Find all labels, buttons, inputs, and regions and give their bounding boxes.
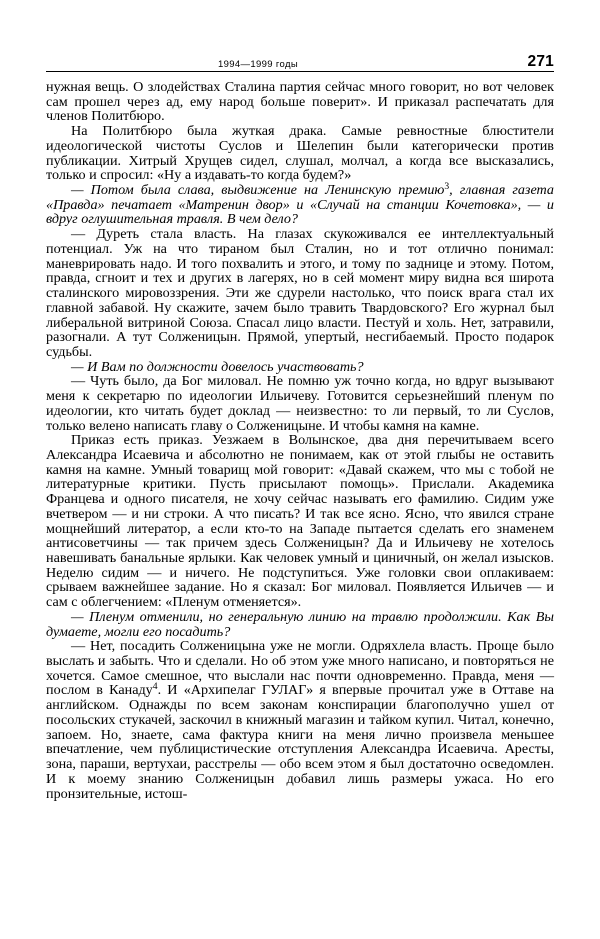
body-text-block bbox=[46, 80, 554, 801]
paragraph-question-imprison: — Пленум отменили, но генеральную линию на травлю продолжили. Как Вы думаете, могли его посадить? bbox=[46, 608, 554, 640]
answer-exile-text-part2: . И «Архипелаг ГУЛАГ» я впервые прочитал уже в Оттаве на английском. Однажды по всем законам конспирации благополучно ушел от посольских стукачей, заскочил в книжный магазин и тайком купил. Читал, конечно, запоем. Но, знаете, сама фактура книги на меня лично произвела меньшее впечатление, чем публицистические отступления Александра Исаевича. Аресты, зона, параши, вертухаи, расстрелы — обо всем этом я был достаточно осведомлен. И к моему знанию Солженицын добавил лишь размеры ужаса. Но его пронзительные, истош- bbox=[46, 682, 554, 802]
paragraph-question-participation: — И Вам по должности довелось участвовать? bbox=[71, 358, 364, 375]
running-head bbox=[46, 52, 554, 72]
footnote-marker-4[interactable]: 4 bbox=[152, 681, 158, 693]
page-number: 271 bbox=[527, 52, 554, 70]
running-head-title: 1994—1999 годы bbox=[218, 58, 299, 70]
paragraph-answer-power: — Дуреть стала власть. На глазах скукоживался ее интеллектуальный потенциал. Уж на что тираном был Сталин, но и тот отлично понимал: маневрировать надо. И того похвалить и этого, и тому по заднице и этому. Потом, правда, сгноит и тех и других в лагерях, но в сей момент миру видна вся широта сталинского мировоззрения. Эти же сдурели настолько, что поиск врага стал их главной забавой. Ну скажите, зачем было травить Твардовского? Его журнал был либеральной витриной Союза. Спасал лицо власти. Пестуй и холь. Нет, затравили, разогнали. А тут Солженицын. Прямой, упертый, несгибаемый. Просто подарок судьбы. bbox=[46, 226, 554, 360]
paragraph-answer-ilichev: — Чуть было, да Бог миловал. Не помню уж точно когда, но вдруг вызывают меня к секретарю по идеологии Ильичеву. Готовится серьезнейший пленум по идеологии, кто читать будет доклад — неизвестно: то ли первый, то ли Суслов, только велено написать главу о Солженицыне. И чтобы камня на камне. bbox=[46, 373, 554, 434]
paragraph-answer-exile bbox=[46, 639, 554, 801]
question-fame-text-part2: , главная газета «Правда» печатает «Матренин двор» и «Случай на станции Кочетовка», — и вдруг оглушительная травля. В чем дело? bbox=[46, 182, 554, 228]
footnote-marker-3[interactable]: 3 bbox=[444, 181, 450, 193]
paragraph-question-fame bbox=[46, 183, 554, 227]
paragraph-order-volynskoe: Приказ есть приказ. Уезжаем в Волынское, два дня перечитываем всего Александра Исаевича и абсолютно не понимаем, как от этой глыбы не оставить камня на камне. Умный товарищ мой говорит: «Давай скажем, что мы с тобой не литературные критики. Пусть присылают помощь». Прислали. Академика Францева и одного писателя, не хочу сейчас называть его фамилию. Сидим уже вчетвером — и ни строки. А что писать? И так все ясно. Ясно, что явился стране мощнейший литератор, а если кто-то на Западе пытается сделать его знаменем антисоветчины — так причем здесь Солженицын? Да и Ильичеву не хотелось навешивать банальные ярлыки. Как человек умный и циничный, он желал изысков. Неделю сидим — и ничего. Не подступиться. Уже головки свои оплакиваем: срываем важнейшее задание. Но я сказал: Бог миловал. Появляется Ильичев — и сам с облегчением: «Пленум отменяется». bbox=[46, 432, 554, 611]
question-fame-text-part1: — Потом была слава, выдвижение на Ленинскую премию bbox=[71, 182, 445, 199]
paragraph-politburo: На Политбюро была жуткая драка. Самые ревностные блюстители идеологической чистоты Суслов и Шелепин были категорически против публикации. Хитрый Хрущев сидел, слушал, молчал, а когда все высказались, только и спросил: «Ну а издавать-то когда будем?» bbox=[46, 123, 554, 184]
paragraph-continuation: нужная вещь. О злодействах Сталина партия сейчас много говорит, но вот человек сам прошел через ад, ему народ больше поверит». И приказал распечатать для членов Политбюро. bbox=[46, 79, 554, 125]
answer-exile-text-part1: — Нет, посадить Солженицына уже не могли. Одряхлела власть. Проще было выслать и забыть. Что и сделали. Но об этом уже много написано, и повторяться не хочется. Самое смешное, что выслали нас почти одновременно. Правда, меня — послом в Канаду bbox=[46, 638, 554, 699]
